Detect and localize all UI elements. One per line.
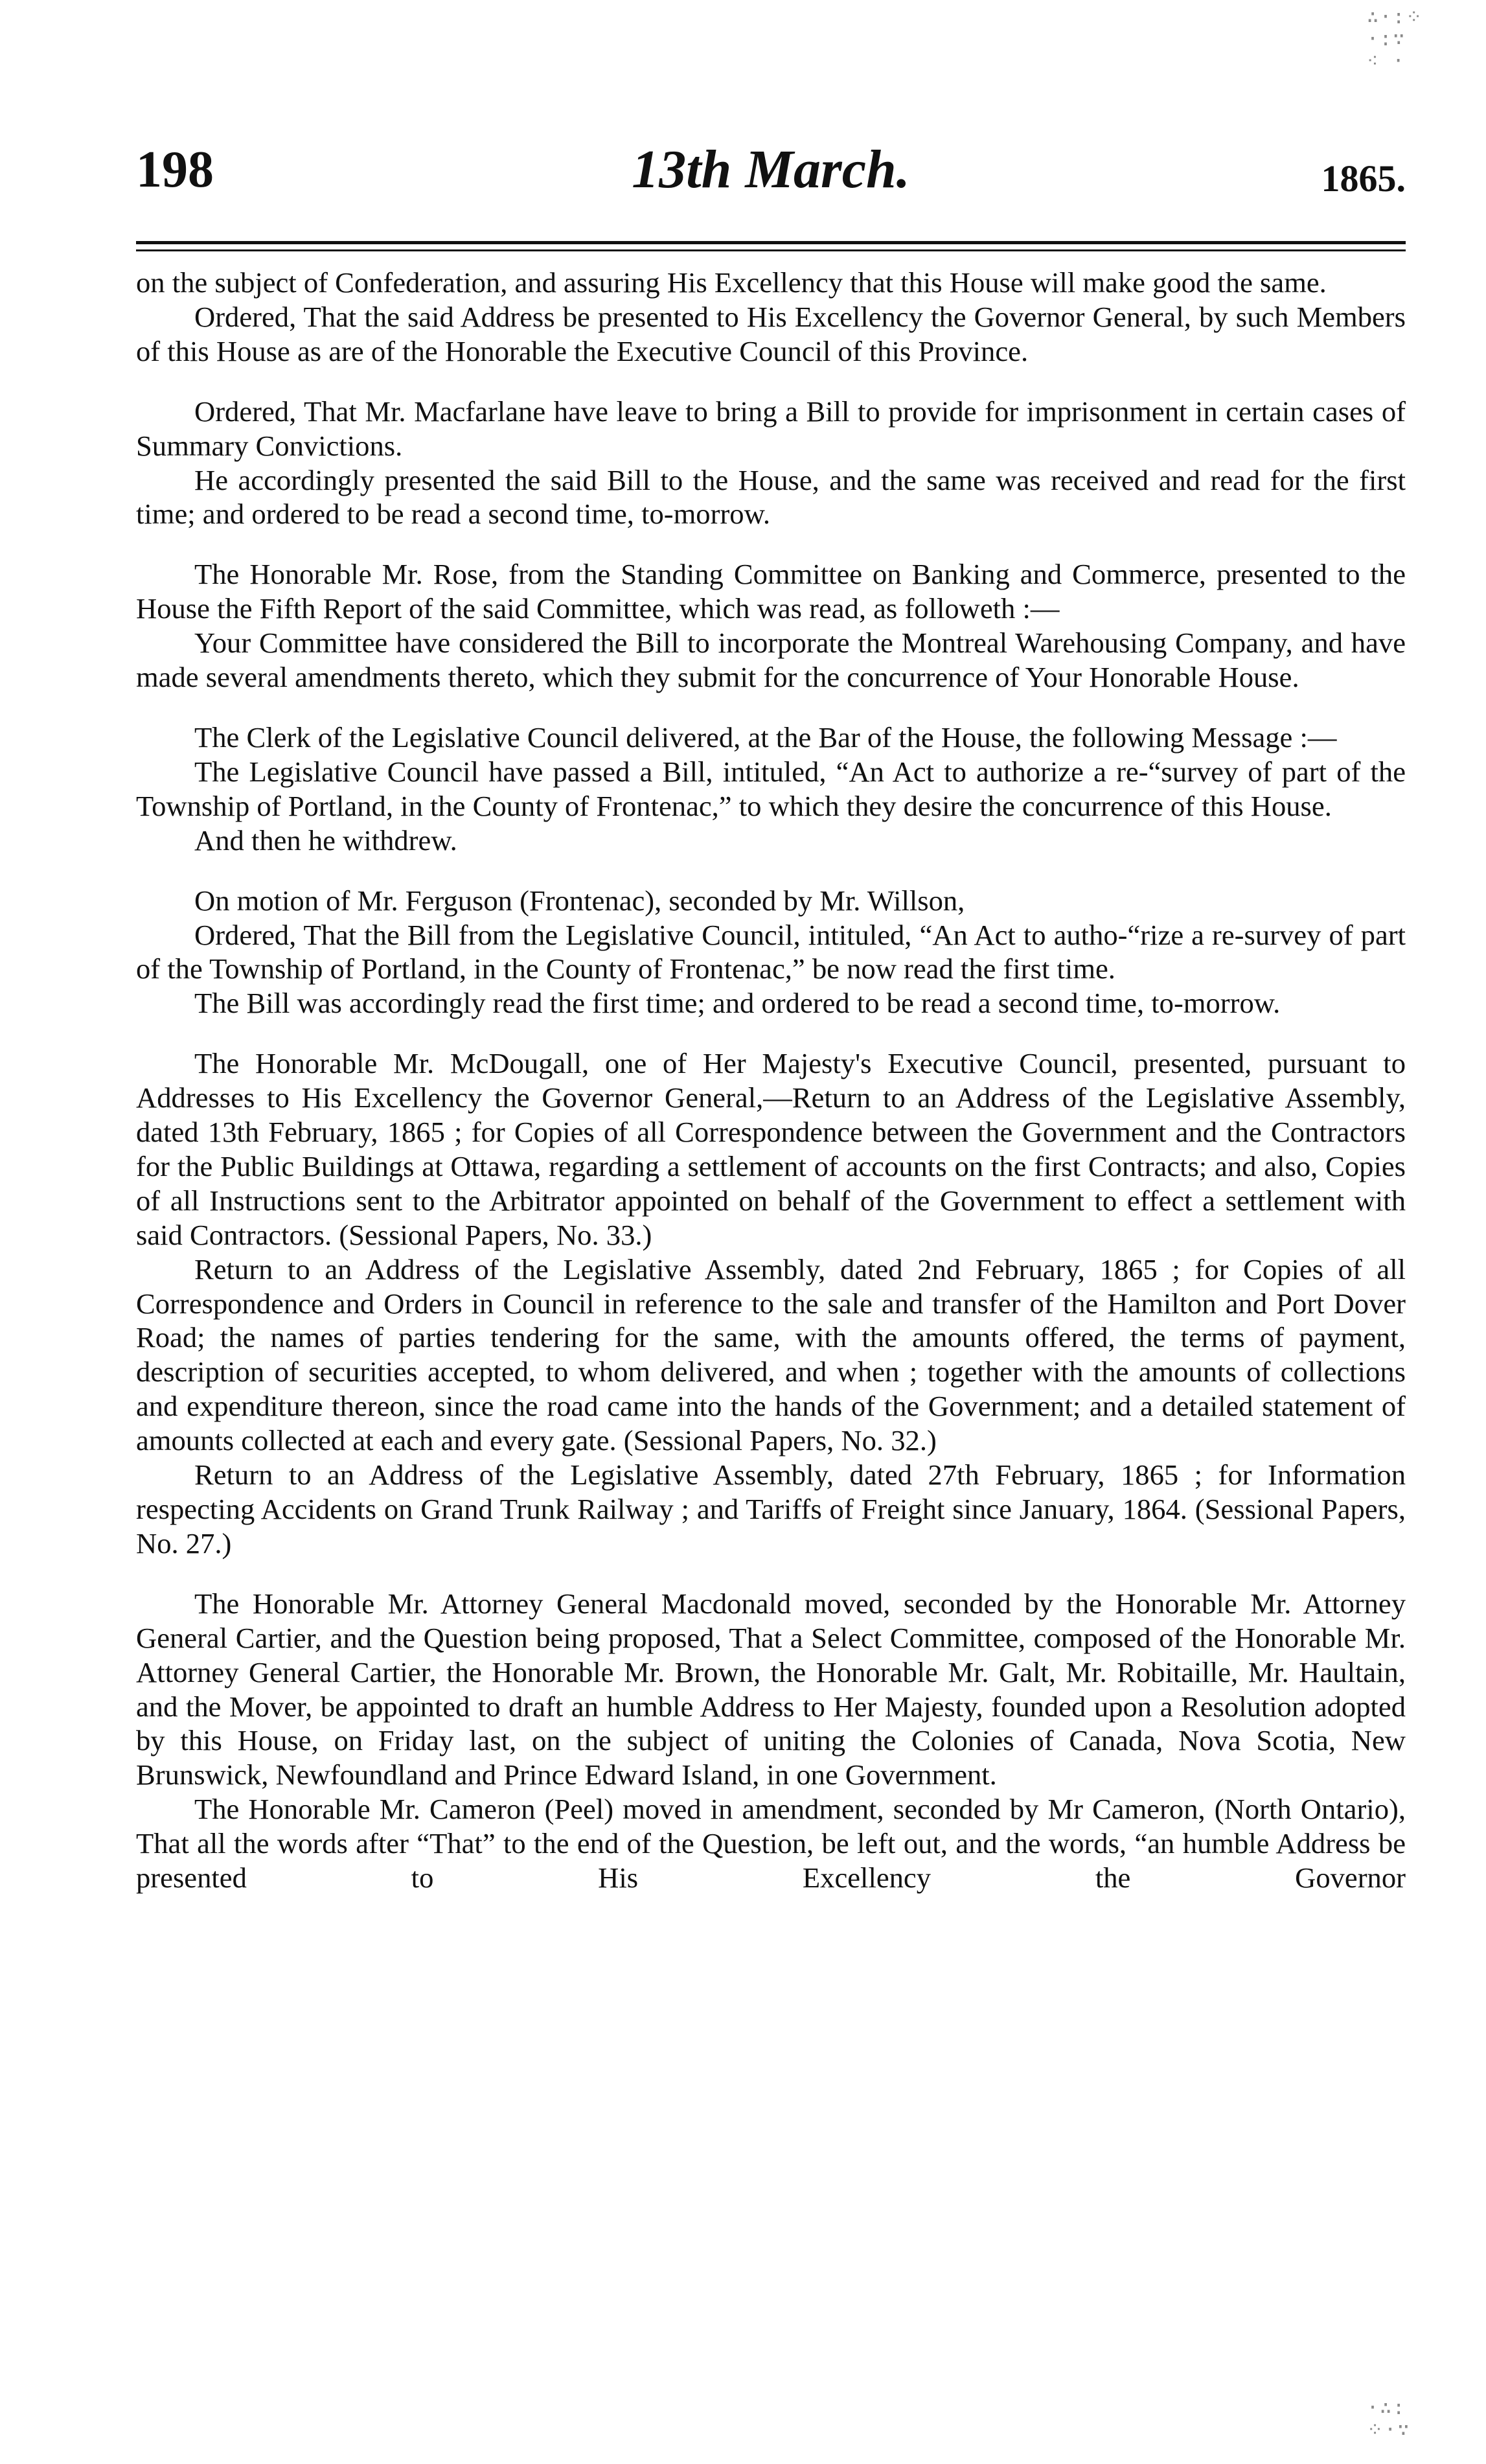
paragraph: on the subject of Confederation, and assuring His Excellency that this House will make good the same.	[136, 266, 1327, 299]
journal-text	[136, 266, 1406, 1895]
paragraph: Return to an Address of the Legislative Assembly, dated 2nd February, 1865 ; for Copies of all Correspondence and Orders in Council in reference to the sale and transfer of the Hamilton and Port Dover Road; the names of parties tendering for the same, with the amounts offered, the terms of payment, description of securities accepted, to whom delivered, and when ; together with the amounts of collections and expenditure thereon, since the road came into the hands of the Government; and a detailed statement of amounts collected at each and every gate. (Sessional Papers, No. 32.)	[136, 1252, 1406, 1457]
paragraph: Return to an Address of the Legislative Assembly, dated 27th February, 1865 ; for Information respecting Accidents on Grand Trunk Railway ; and Tariffs of Freight since January, 1864. (Sessional Papers, No. 27.)	[136, 1458, 1406, 1560]
scan-speckle: ·∴: ⁘·∵	[1367, 2397, 1411, 2441]
scan-speckle: ∴·:⁘ ·:∵ ⁖ ·	[1367, 6, 1424, 73]
paragraph: And then he withdrew.	[194, 823, 457, 857]
paragraph: Ordered, That the said Address be presented to His Excellency the Governor General, by such Members of this House as are of the Honorable the Executive Council of this Province.	[136, 300, 1406, 367]
paragraph: The Clerk of the Legislative Council delivered, at the Bar of the House, the following Message :—	[194, 720, 1337, 754]
paragraph: The Legislative Council have passed a Bill, intituled, “An Act to authorize a re-“survey of part of the Township of Portland, in the County of Frontenac,” to which they desire the concurrence of this House.	[136, 755, 1406, 822]
paragraph: The Honorable Mr. McDougall, one of Her Majesty's Executive Council, presented, pursuant to Addresses to His Excellency the Governor General,—Return to an Address of the Legislative Assembly, dated 13th February, 1865 ; for Copies of all Correspondence between the Government and the Contractors for the Public Buildings at Ottawa, regarding a settlement of accounts on the first Contracts; and also, Copies of all Instructions sent to the Arbitrator appointed on behalf of the Government to effect a settlement with said Contractors. (Sessional Papers, No. 33.)	[136, 1047, 1406, 1251]
header-year: 1865.	[1321, 157, 1406, 200]
header-rule-thin	[136, 249, 1406, 251]
paragraph: Your Committee have considered the Bill to incorporate the Montreal Warehousing Company, and have made several amendments thereto, which they submit for the concurrence of Your Honorable House.	[136, 627, 1406, 694]
paragraph: The Honorable Mr. Rose, from the Standing Committee on Banking and Commerce, presented to the House the Fifth Report of the said Committee, which was read, as followeth :—	[136, 558, 1406, 625]
paragraph: The Bill was accordingly read the first time; and ordered to be read a second time, to-morrow.	[194, 987, 1281, 1020]
page-number: 198	[136, 141, 214, 198]
paragraph: Ordered, That the Bill from the Legislative Council, intituled, “An Act to autho-“rize a re-survey of part of the Township of Portland, in the County of Frontenac,” be now read the first time.	[136, 918, 1406, 985]
paragraph: On motion of Mr. Ferguson (Frontenac), seconded by Mr. Willson,	[194, 884, 965, 917]
paragraph: He accordingly presented the said Bill to the House, and the same was received and read for the first time; and ordered to be read a second time, to-morrow.	[136, 463, 1406, 531]
header-rule-thick	[136, 241, 1406, 244]
paragraph: Ordered, That Mr. Macfarlane have leave to bring a Bill to provide for imprisonment in certain cases of Summary Convictions.	[136, 395, 1406, 462]
running-title: 13th March.	[632, 139, 910, 200]
paragraph: The Honorable Mr. Attorney General Macdonald moved, seconded by the Honorable Mr. Attorney General Cartier, and the Question being proposed, That a Select Committee, composed of the Honorable Mr. Attorney General Cartier, the Honorable Mr. Brown, the Honorable Mr. Galt, Mr. Robitaille, Mr. Haultain, and the Mover, be appointed to draft an humble Address to Her Majesty, founded upon a Resolution adopted by this House, on Friday last, on the subject of uniting the Colonies of Canada, Nova Scotia, New Brunswick, Newfoundland and Prince Edward Island, in one Government.	[136, 1587, 1406, 1791]
page-header	[136, 137, 1406, 209]
paragraph: The Honorable Mr. Cameron (Peel) moved in amendment, seconded by Mr Cameron, (North Ontario), That all the words after “That” to the end of the Question, be left out, and the words, “an humble Address be presented to His Excellency the Governor	[136, 1793, 1406, 1894]
